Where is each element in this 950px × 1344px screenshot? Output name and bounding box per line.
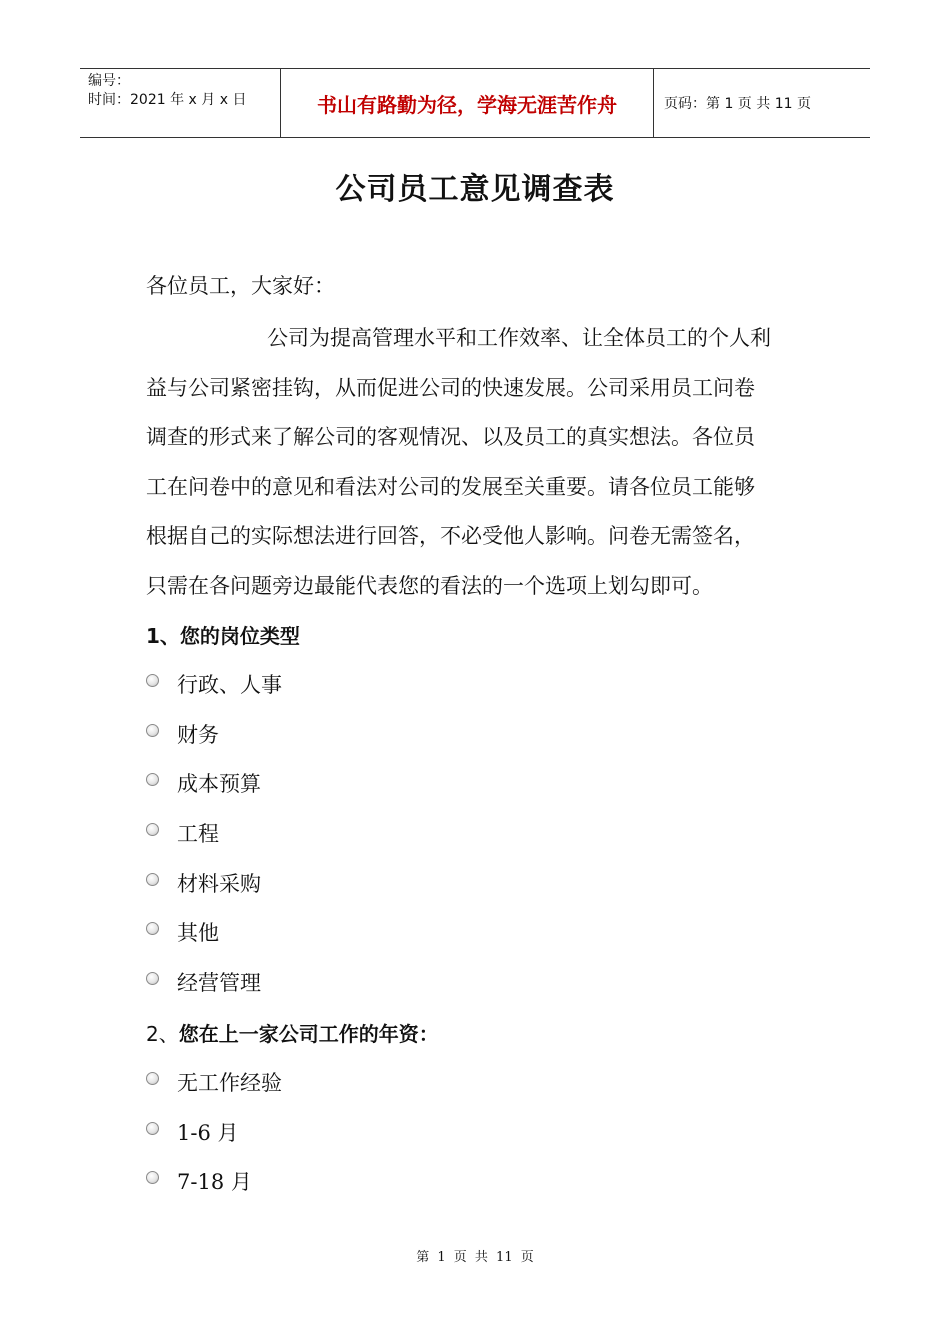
document-title: 公司员工意见调查表 [335,172,615,207]
option-label: 7-18 月 [177,1170,252,1194]
option-label: 1-6 月 [177,1121,239,1145]
radio-button-icon[interactable] [146,1072,159,1085]
radio-button-icon[interactable] [146,1171,159,1184]
option-q1-1[interactable] [146,670,282,698]
intro-line: 只需在各问题旁边最能代表您的看法的一个选项上划勾即可。 [146,573,713,598]
greeting: 各位员工，大家好： [146,274,335,298]
option-q1-4[interactable] [146,819,219,847]
intro-paragraph [146,314,806,612]
header-page-code: 页码：第 1 页 共 11 页 [664,96,811,112]
option-label: 其他 [177,921,219,945]
question-text: 您的岗位类型 [179,624,300,648]
radio-button-icon[interactable] [146,972,159,985]
option-label: 成本预算 [177,772,261,796]
radio-button-icon[interactable] [146,823,159,836]
intro-line: 根据自己的实际想法进行回答，不必受他人影响。问卷无需签名， [146,524,755,549]
radio-button-icon[interactable] [146,873,159,886]
header-meta-cell [80,69,281,137]
intro-line: 调查的形式来了解公司的客观情况、以及员工的真实想法。各位员 [146,425,755,450]
radio-button-icon[interactable] [146,1122,159,1135]
option-q2-2[interactable] [146,1118,239,1146]
question-text: 您在上一家公司工作的年资： [178,1022,439,1046]
option-q2-1[interactable] [146,1068,282,1096]
radio-button-icon[interactable] [146,674,159,687]
header-motto: 书山有路勤为径，学海无涯苦作舟 [281,69,654,137]
option-label: 经营管理 [177,971,261,995]
radio-button-icon[interactable] [146,724,159,737]
intro-line: 公司为提高管理水平和工作效率、让全体员工的个人利 [267,326,771,350]
option-label: 工程 [177,822,219,846]
question-2-heading [146,1018,439,1047]
option-label: 行政、人事 [177,673,282,697]
option-q2-3[interactable] [146,1167,252,1195]
option-q1-7[interactable] [146,968,261,996]
option-q1-6[interactable] [146,918,219,946]
serial-number-label: 编号： [88,73,130,89]
radio-button-icon[interactable] [146,773,159,786]
question-number: 2、 [146,1022,179,1046]
question-1-heading [146,620,300,649]
option-label: 材料采购 [177,872,261,896]
option-label: 财务 [177,723,219,747]
date-label: 时间：2021 年 x 月 x 日 [88,92,247,108]
intro-line: 工在问卷中的意见和看法对公司的发展至关重要。请各位员工能够 [146,474,755,499]
radio-button-icon[interactable] [146,922,159,935]
option-q1-5[interactable] [146,869,261,897]
option-label: 无工作经验 [177,1071,282,1095]
question-number: 1、 [146,624,180,648]
option-q1-3[interactable] [146,769,261,797]
page-footer: 第 1 页 共 11 页 [416,1250,534,1265]
intro-line: 益与公司紧密挂钩，从而促进公司的快速发展。公司采用员工问卷 [146,375,755,400]
option-q1-2[interactable] [146,720,219,748]
document-header [80,68,870,138]
